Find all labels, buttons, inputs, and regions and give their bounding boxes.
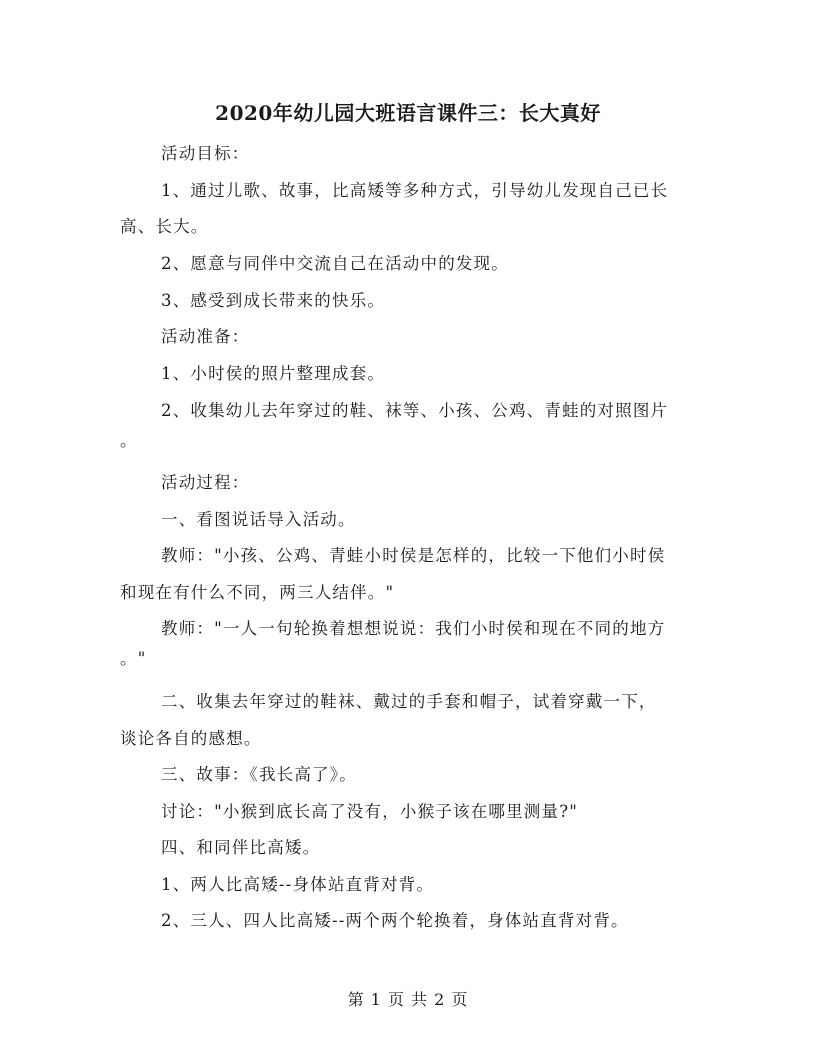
section-heading: 活动准备： [161, 327, 250, 346]
paragraph-line: 2、愿意与同伴中交流自己在活动中的发现。 [161, 254, 509, 273]
paragraph-line: 1、小时侯的照片整理成套。 [161, 364, 386, 383]
paragraph-line: 。" [120, 649, 147, 668]
paragraph-line: 和现在有什么不同，两三人结伴。" [120, 583, 395, 602]
paragraph-line: 2、三人、四人比高矮--两个两个轮换着，身体站直背对背。 [161, 911, 629, 930]
section-heading: 活动目标： [161, 144, 250, 163]
paragraph-line: 教师："一人一句轮换着想想说说：我们小时侯和现在不同的地方 [161, 619, 666, 638]
section-heading: 活动过程： [161, 473, 250, 492]
paragraph-line: 二、收集去年穿过的鞋袜、戴过的手套和帽子，试着穿戴一下， [161, 692, 657, 711]
paragraph-line: 2、收集幼儿去年穿过的鞋、袜等、小孩、公鸡、青蛙的对照图片 [161, 401, 669, 420]
paragraph-line: 谈论各自的感想。 [120, 729, 262, 748]
page-number: 第 1 页 共 2 页 [347, 990, 469, 1009]
document-title: 2020年幼儿园大班语言课件三：长大真好 [215, 101, 601, 125]
paragraph-line: 高、长大。 [120, 217, 209, 236]
paragraph-line: 1、两人比高矮--身体站直背对背。 [161, 875, 435, 894]
paragraph-line: 。 [120, 431, 138, 450]
paragraph-line: 讨论："小猴到底长高了没有，小猴子该在哪里测量?" [161, 802, 579, 821]
paragraph-line: 3、感受到成长带来的快乐。 [161, 291, 386, 310]
paragraph-line: 四、和同伴比高矮。 [161, 838, 321, 857]
paragraph-line: 三、故事：《我长高了》。 [161, 765, 357, 784]
paragraph-line: 教师："小孩、公鸡、青蛙小时侯是怎样的，比较一下他们小时侯 [161, 546, 666, 565]
paragraph-line: 一、看图说话导入活动。 [161, 510, 356, 529]
paragraph-line: 1、通过儿歌、故事，比高矮等多种方式，引导幼儿发现自己已长 [161, 181, 669, 200]
